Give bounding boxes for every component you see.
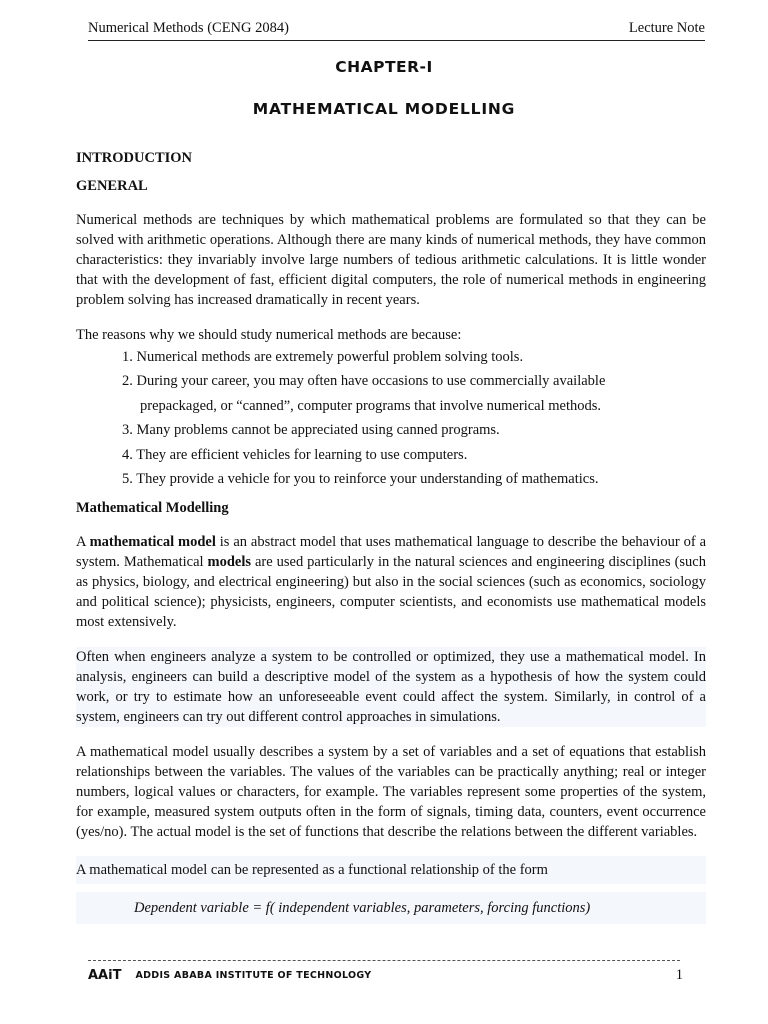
page-header <box>88 20 705 40</box>
list-item: 4. They are efficient vehicles for learning to use computers. <box>122 446 468 463</box>
page-number: 1 <box>675 966 683 983</box>
heading-introduction: INTRODUCTION <box>76 150 193 166</box>
header-rule <box>88 40 705 41</box>
footer-rule <box>88 960 680 961</box>
variables-paragraph: A mathematical model usually describes a system by a set of variables and a set of equations that establish relationships between the variables. The values of the variables can be practically anything; real or integer numbers, logical values or characters, for example. The variables represent some properties of the system, for example, measured system outputs often in the form of signals, timing data, counters, event occurrence (yes/no). The actual model is the set of functions that describe the relations between the different variables. <box>76 744 706 841</box>
model-paragraph: A mathematical model is an abstract model that uses mathematical language to describe the behaviour of a system. Mathematical models are used particularly in the natural sciences and engineering disciplines (such as physics, biology, and electrical engineering) but also in the social sciences (such as economics, sociology and political science); physicists, engineers, computer scientists, and economists use mathematical models most extensively. <box>76 534 707 631</box>
list-item-continuation: prepackaged, or “canned”, computer programs that involve numerical methods. <box>140 397 602 414</box>
functional-paragraph: A mathematical model can be represented as a functional relationship of the form <box>76 856 706 884</box>
body-content <box>76 148 706 924</box>
reasons-intro: The reasons why we should study numerical methods are because: <box>76 327 462 343</box>
term-models: models <box>207 554 252 571</box>
engineers-paragraph: Often when engineers analyze a system to be controlled or optimized, they use a mathematical model. In analysis, engineers can build a descriptive model of the system as a hypothesis of how the system could work, or try to estimate how an unforeseeable event could affect the system. Similarly, in control of a system, engineers can try out different control approaches in simulations. <box>76 649 706 726</box>
list-item: 5. They provide a vehicle for you to reinforce your understanding of mathematics. <box>122 471 599 488</box>
reasons-list <box>76 345 706 491</box>
formula: Dependent variable = f( independent variables, parameters, forcing functions) <box>76 892 706 924</box>
institute-name: ADDIS ABABA INSTITUTE OF TECHNOLOGY <box>135 969 372 981</box>
course-title: Numerical Methods (CENG 2084) <box>88 20 289 36</box>
general-paragraph: Numerical methods are techniques by which mathematical problems are formulated so that they can be solved with arithmetic operations. Although there are many kinds of numerical methods, they have common characteristics: they invariably involve large numbers of tedious arithmetic calculations. It is little wonder that with the development of fast, efficient digital computers, the role of numerical methods in engineering problem solving has increased dramatically in recent years. <box>76 212 706 308</box>
list-item: 3. Many problems cannot be appreciated using canned programs. <box>122 422 500 439</box>
page-footer <box>88 965 683 985</box>
heading-mathematical-modelling: Mathematical Modelling <box>76 500 229 517</box>
lecture-note-label: Lecture Note <box>628 20 705 36</box>
heading-general: GENERAL <box>76 178 148 194</box>
chapter-title: MATHEMATICAL MODELLING <box>252 100 516 118</box>
chapter-label: CHAPTER-I <box>335 58 433 76</box>
aait-logo: AAiT <box>88 967 122 983</box>
list-item: 1. Numerical methods are extremely powerful problem solving tools. <box>122 349 524 365</box>
term-mathematical-model: mathematical model <box>89 534 216 551</box>
list-item: 2. During your career, you may often have occasions to use commercially available <box>122 373 606 390</box>
